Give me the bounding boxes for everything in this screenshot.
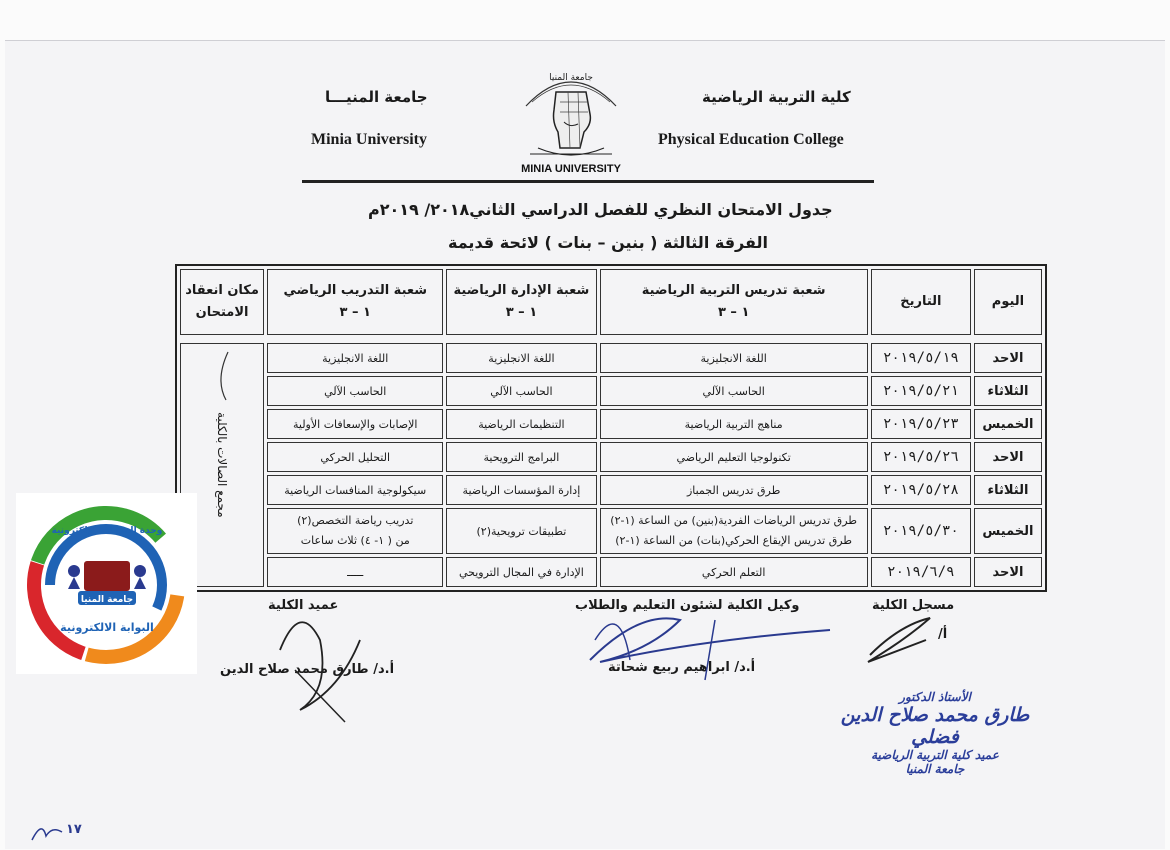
date-cell: ٢٠١٩/٥/٢١ [871,376,971,406]
day-cell: الخميس [974,508,1042,554]
date-cell: ٢٠١٩/٥/٢٣ [871,409,971,439]
venue-cell: مجمع الصالات بالكلية [180,343,264,587]
training-cell: التحليل الحركي [267,442,443,472]
registrar-name: أ/ [938,627,948,642]
day-cell: الاحد [974,343,1042,373]
date-cell: ٢٠١٩/٥/٢٨ [871,475,971,505]
management-cell: تطبيقات ترويحية(٢) [446,508,596,554]
date-cell: ٢٠١٩/٥/١٩ [871,343,971,373]
day-cell: الثلاثاء [974,475,1042,505]
teaching-cell: اللغة الانجليزية [600,343,868,373]
university-name-english: Minia University [311,131,427,148]
badge-center-text: جامعة المنيا [80,595,134,605]
header-management: شعبة الإدارة الرياضية ١ – ٣ [446,269,596,335]
vice-dean-label: وكيل الكلية لشئون التعليم والطلاب [575,598,800,613]
teaching-cell: طرق تدريس الجمباز [600,475,868,505]
date-cell: ٢٠١٩/٦/٩ [871,557,971,587]
date-cell: ٢٠١٩/٥/٢٦ [871,442,971,472]
teaching-cell: الحاسب الآلي [600,376,868,406]
header-date: التاريخ [871,269,971,335]
college-name-arabic: كلية التربية الرياضية [702,88,851,106]
day-cell: الخميس [974,409,1042,439]
training-cell: تدريب رياضة التخصص(٢) من ( ١- ٤) ثلاث ساعات [267,508,443,554]
teaching-cell: التعلم الحركي [600,557,868,587]
day-cell: الاحد [974,557,1042,587]
page-number: ١٧ [66,822,82,837]
schedule-subtitle: الفرقة الثالثة ( بنين – بنات ) لائحة قديمة [448,233,769,252]
management-cell: اللغة الانجليزية [446,343,596,373]
management-cell: إدارة المؤسسات الرياضية [446,475,596,505]
teaching-cell: مناهج التربية الرياضية [600,409,868,439]
training-cell: اللغة الانجليزية [267,343,443,373]
management-cell: البرامج الترويحية [446,442,596,472]
training-cell: سيكولوجية المنافسات الرياضية [267,475,443,505]
header-day: اليوم [974,269,1042,335]
badge-top-text: وحدة الخدمات الإلكترونية [51,526,163,536]
dean-name: أ.د/ طارق محمد صلاح الدين [220,662,395,677]
university-name-arabic: جامعة المنيـــا [325,88,428,106]
college-name-english: Physical Education College [658,131,844,148]
header-training: شعبة التدريب الرياضي ١ – ٣ [267,269,443,335]
management-cell: الحاسب الآلي [446,376,596,406]
schedule-title: جدول الامتحان النظري للفصل الدراسي الثاني٢٠١٨/ ٢٠١٩م [368,200,833,219]
teaching-cell: تكنولوجيا التعليم الرياضي [600,442,868,472]
header-teaching: شعبة تدريس التربية الرياضية ١ – ٣ [600,269,868,335]
e-portal-badge [16,493,197,674]
badge-bottom-text: البوابة الالكترونية [60,621,154,634]
management-cell: التنظيمات الرياضية [446,409,596,439]
day-cell: الثلاثاء [974,376,1042,406]
vice-dean-name: أ.د/ ابراهيم ربيع شحاتة [608,660,756,675]
teaching-cell: طرق تدريس الرياضات الفردية(بنين) من الساعة (١-٢) طرق تدريس الإيقاع الحركي(بنات) من الساعة (١-٢) [600,508,868,554]
training-cell: ـــــ [267,557,443,587]
registrar-label: مسجل الكلية [872,598,955,613]
dean-stamp: الأستاذ الدكتور طارق محمد صلاح الدين فضلي عميد كلية التربية الرياضية جامعة المنيا [840,690,1030,776]
management-cell: الإدارة في المجال الترويحي [446,557,596,587]
training-cell: الإصابات والإسعافات الأولية [267,409,443,439]
day-cell: الاحد [974,442,1042,472]
logo-english-text: MINIA UNIVERSITY [521,163,621,175]
header-venue: مكان انعقاد الامتحان [180,269,264,335]
dean-label: عميد الكلية [268,598,339,613]
date-cell: ٢٠١٩/٥/٣٠ [871,508,971,554]
logo-arabic-text: جامعة المنيا [549,73,593,83]
training-cell: الحاسب الآلي [267,376,443,406]
